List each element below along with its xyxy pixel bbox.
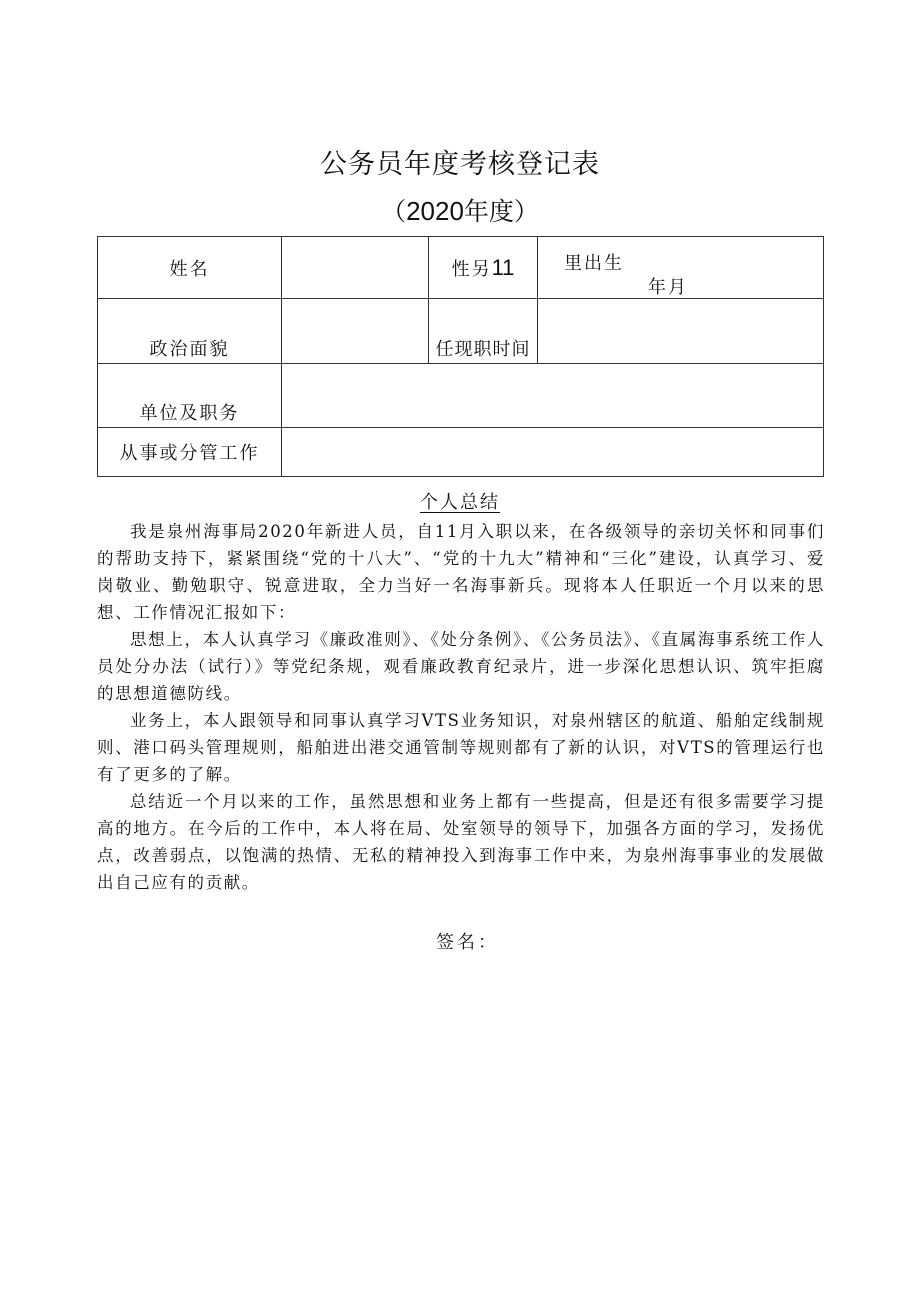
work-label: 从事或分管工作 [98, 428, 282, 477]
form-row-unit [98, 364, 824, 428]
subtitle-year: 2020 [406, 196, 464, 226]
work-value [282, 428, 824, 477]
summary-paragraph: 业务上，本人跟领导和同事认真学习VTS业务知识，对泉州辖区的航道、船舶定线制规则、港口码头管理规则，船舶进出港交通管制等规则都有了新的认识，对VTS的管理运行也有了更多的了解。 [97, 711, 825, 784]
registration-form-table [97, 236, 824, 477]
summary-paragraph: 我是泉州海事局2020年新进人员，自11月入职以来，在各级领导的亲切关怀和同事们的帮助支持下，紧紧围绕“党的十八大”、“党的十九大”精神和“三化”建设，认真学习、爱岗敬业、勤勉职守、锐意进取，全力当好一名海事新兵。现将本人任职近一个月以来的思想、工作情况汇报如下： [97, 522, 825, 622]
form-row-work [98, 428, 824, 477]
summary-body [97, 518, 825, 896]
political-value [282, 299, 429, 364]
gender-cell [429, 237, 538, 299]
name-value [282, 237, 429, 299]
tenure-label: 任现职时间 [429, 299, 538, 364]
political-label: 政治面貌 [98, 299, 282, 364]
name-label: 姓名 [98, 237, 282, 299]
document-title: 公务员年度考核登记表 [320, 149, 600, 180]
unit-label: 单位及职务 [98, 364, 282, 428]
summary-heading [0, 488, 920, 514]
form-row-name [98, 237, 824, 299]
birth-label-line2: 年月 [648, 277, 688, 298]
gender-label: 性另 [451, 258, 492, 280]
summary-heading-text: 个人总结 [420, 492, 500, 513]
subtitle-rest: 年度） [463, 197, 539, 226]
gender-value: 11 [491, 254, 515, 280]
signature-label: 签名： [436, 932, 499, 953]
subtitle-open: （ [381, 197, 407, 226]
summary-paragraph: 总结近一个月以来的工作，虽然思想和业务上都有一些提高，但是还有很多需要学习提高的地方。在今后的工作中，本人将在局、处室领导的领导下，加强各方面的学习，发扬优点，改善弱点，以饱满的热情、无私的精神投入到海事工作中来，为泉州海事事业的发展做出自己应有的贡献。 [97, 792, 825, 892]
unit-value [282, 364, 824, 428]
birth-cell [538, 237, 824, 299]
form-row-political [98, 299, 824, 364]
document-subtitle [0, 192, 920, 228]
birth-label-line1: 里出生 [564, 253, 624, 274]
tenure-value [538, 299, 824, 364]
summary-paragraph: 思想上，本人认真学习《廉政准则》、《处分条例》、《公务员法》、《直属海事系统工作人员处分办法（试行）》等党纪条规，观看廉政教育纪录片，进一步深化思想认识、筑牢拒腐的思想道德防线。 [97, 630, 825, 703]
